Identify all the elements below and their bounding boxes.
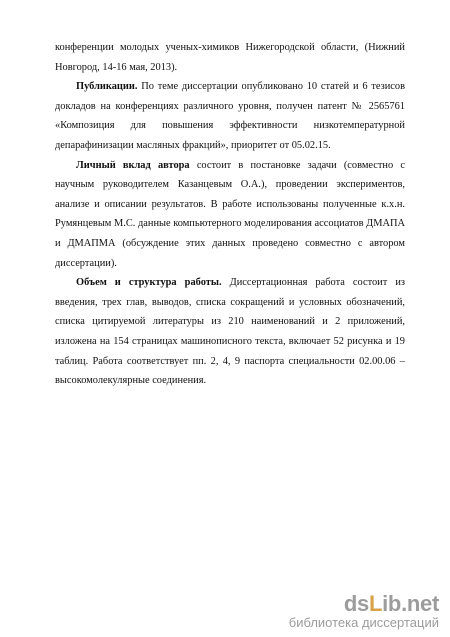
dslib-watermark	[289, 593, 439, 629]
publications-heading: Публикации.	[76, 81, 138, 93]
logo-part-2: ib.net	[382, 591, 439, 616]
personal-contribution-heading: Личный вклад автора	[76, 159, 190, 171]
logo-part-1: ds	[343, 591, 369, 616]
publications-text: По теме диссертации опубликовано 10 статей и 6 тезисов докладов на конференциях различного уровня, получен патент № 2565761 «Композиция для повышения эффективности низкотемпературной депарафинизации масляных фракций», приоритет от 05.02.15.	[55, 81, 405, 151]
paragraph-structure	[55, 273, 405, 391]
paragraph-personal-contribution	[55, 156, 405, 274]
dslib-logo	[289, 593, 439, 615]
structure-text: Диссертационная работа состоит из введения, трех глав, выводов, списка сокращений и условных обозначений, списка цитируемой литературы из 210 наименований и 2 приложений, изложена на 154 страницах машинописного текста, включает 52 рисунка и 19 таблиц. Работа соответствует пп. 2, 4, 9 паспорта специальности 02.00.06 – высокомолекулярные соединения.	[55, 277, 405, 387]
paragraph-conference: конференции молодых ученых-химиков Нижегородской области, (Нижний Новгород, 14-16 мая, 2013).	[55, 42, 405, 73]
paragraph-publications	[55, 77, 405, 155]
watermark-subtitle: библиотека диссертаций	[288, 615, 439, 630]
structure-heading: Объем и структура работы.	[76, 277, 222, 289]
personal-contribution-text: состоит в постановке задачи (совместно с научным руководителем Казанцевым О.А.), проведении экспериментов, анализе и описании результатов. В работе использованы полученные к.х.н. Румянцевым М.С. данные компьютерного моделирования ассоциатов ДМАПА и ДМАПМА (обсуждение этих данных проведено совместно с автором диссертации).	[55, 159, 405, 269]
logo-accent: L	[368, 591, 383, 616]
document-page	[55, 38, 405, 391]
